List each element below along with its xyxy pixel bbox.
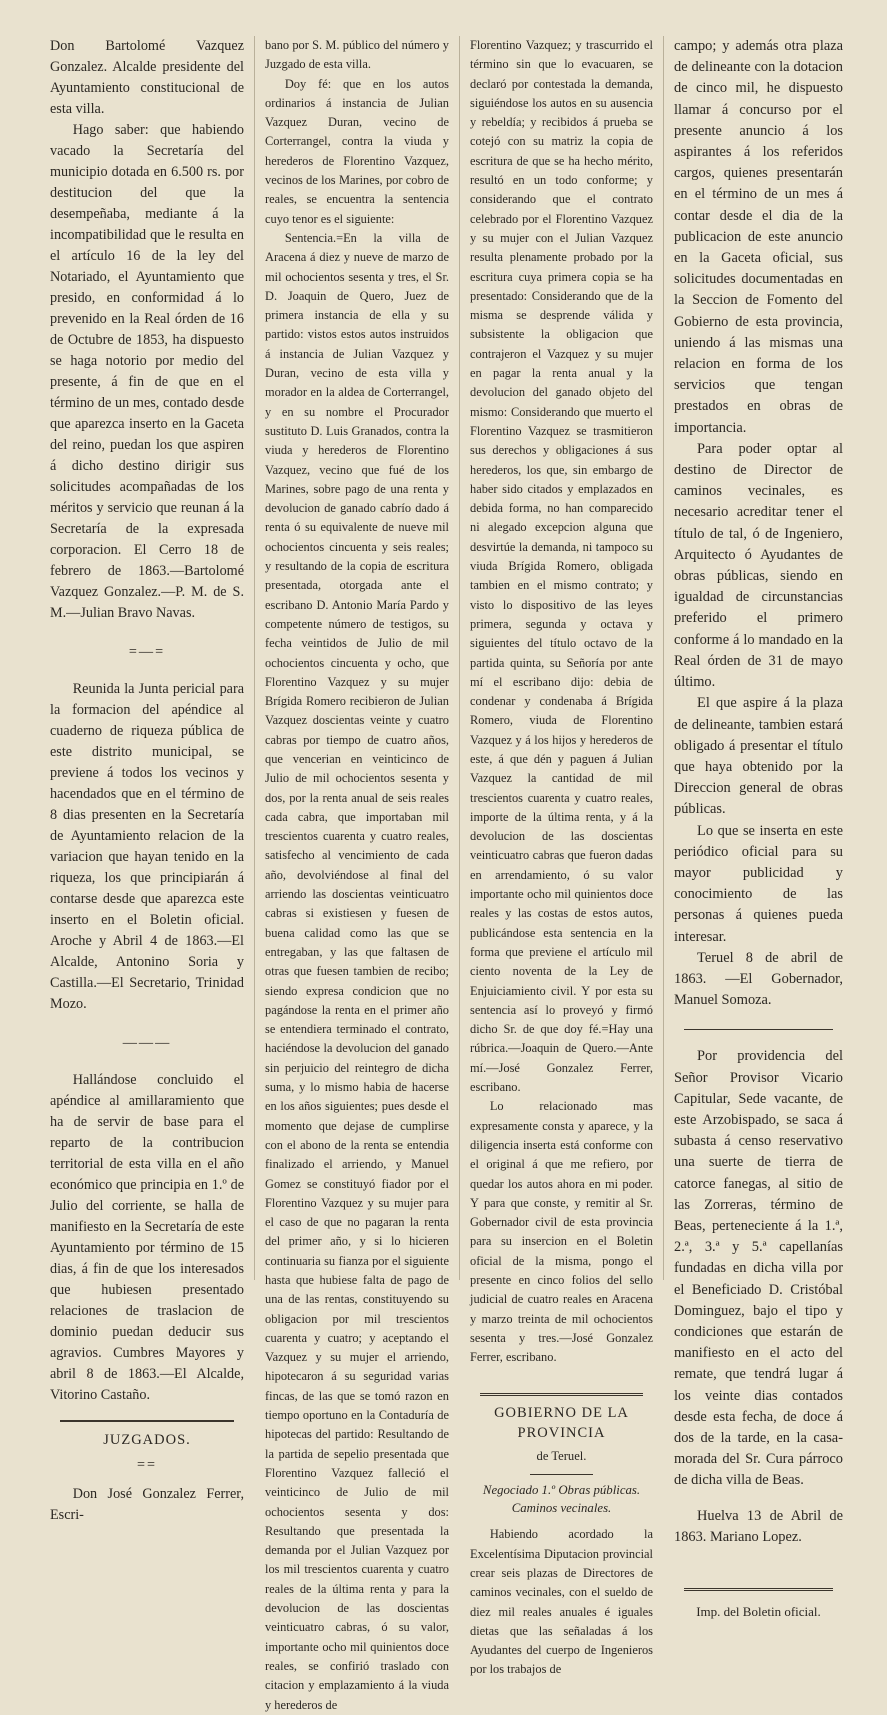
section-heading-juzgados: JUZGADOS. [103,1432,191,1448]
separator: =—= [128,644,166,660]
section-rule [480,1393,643,1396]
sentencia-text: Sentencia.=En la villa de Aracena á diez y nueve de marzo de mil ochocientos sesenta y tres, el Sr. D. Joaquin de Quero, Juez de primera instancia de ella y su partido: vistos estos autos instruidos á instancia de Julian Vazquez y Duran, vecino de esta villa y morador en la aldea de Corterrangel, y en su nombre el Procurador sustituto D. Luis Granados, contra la viuda y herederos de Florentino Vazquez, vecino que fué de los Marines, sobre pago de una renta y devolucion de ganado cabrío dado á renta ó su equivalente de nueve mil ochocientos cincuenta y seis reales; y resultando de la copia de escritura presentada, otorgada ante el escribano D. Antonio María Pardo y competente número de testigos, su fecha veintidos de Julio de mil ochocientos cincuenta y ocho, que Florentino Vazquez y su mujer Brígida Romero recibieron de Julian Vazquez doscientas veinte y cuatro cabras por tiempo de cuatro años, que vencerian en veinticinco de Julio de mil ochocientos sesenta y dos, por la renta anual de seis reales cada cabra, que importaban mil trescientos cuarenta y cuatro reales, satisfecho al vencimiento de cada año, devolviéndose al final del arriendo las doscientas veinticuatro cabras si existiesen y fuesen de buena calidad como las que se entregaban, y las que faltasen de otras que fuesen tambien de recibo; siendo expresa condicion que no pagándose la renta en el primer año se entendiera terminado el contrato, haciéndose la devolucion del ganado sin perjuicio del reintegro de dicha suma, y lo mismo habia de hacerse en los años siguientes; pues desde el momento que dejase de cumplirse con el abono de la renta se entendia finalizado el arriendo, y Manuel Gomez se constituyó fiador por el Florentino Vazquez y su mujer para el caso de que no pagaran la renta del primer año, y si lo hicieren continuaria su fianza por el siguiente hasta que hubiese falta de pago de una de las rentas, constituyendo su obligacion por mil trescientos cuarenta y cuatro; y aceptando el Vazquez y su mujer el arriendo, hipotecaron á su seguridad varias fincas, de las que se tomó razon en tiempo oportuno en la Contaduría de hipotecas del partido: Resultando de la partida de sepelio presentada que Florentino Vazquez falleció el veinticinco de Julio de mil ochocientos sesenta y dos: Resultando que presentada la demanda por el Julian Vazquez por los mil trescientos cuarenta y cuatro reales de la última renta y para la devolucion de las doscientas veinticuatro cabras, ó su valor, importante ocho mil quinientos doce reales, se confirió traslado con citacion y emplazamiento á la viuda y herederos de [265,230,449,1712]
notice-aroche: Reunida la Junta pericial para la formacion del apéndice al cuaderno de riqueza pública de este distrito municipal, se previene á todos los vecinos y hacendados que en el término de 8 dias presenten en la Secretaría de Ayuntamiento relacion de la variacion que hayan tenido en la riqueza, los que principiarán á contarse desde que aparezca este inserto en el Boletin oficial. Aroche y Abril 4 de 1863.—El Alcalde, Antonino Soria y Castilla.—El Secretario, Trinidad Mozo. [50,681,244,1012]
negociado-label: Negociado 1.º Obras públicas. Caminos vecinales. [482,1483,641,1516]
column-4 [663,36,853,1620]
sentencia-continued: Florentino Vazquez; y trascurrido el término sin que lo evacuaren, se declaró por contestada la demanda, siguiéndose los autos en su ausencia y rebeldía; y recibidos á prueba se cotejó con su matriz la copia de escritura de que se ha hecho mérito, resultó en un todo conforme; y considerando que el contrato celebrado por el Florentino Vazquez y su mujer con el Julian Vazquez resulta plenamente probado por la escritura cuya primera copia se ha presentado: Considerando que de la misma se desprende válida y subsistente la obligacion que contrajeron el Vazquez y su mujer en pagar la renta anual y la devolucion del ganado objeto del mismo: Considerando que muerto el Florentino Vazquez se trasmitieron sus derechos y obligaciones á sus herederos, los que, sin embargo de haber sido citados y emplazados en debida forma, no han comparecido ni alegado excepcion alguna que desvirtúe la demanda, ni tampoco su viuda Brígida Romero, obligada tambien en el mismo contrato; y visto lo dispositivo de las leyes primera, segunda y octava y siguientes del título octavo de la partida quinta, su Señoría por ante mí el escribano dijo: debia de condenar y condenaba á Brígida Romero, viuda de Florentino Vazquez y á los hijos y herederos de este, á que dén y paguen á Julian Vazquez la cantidad de mil trescientos cuarenta y cuatro reales, importe de la última renta, y á la devolucion de las doscientas veinticuatro cabras que fueron dadas en arrendamiento, ó su valor importante ocho mil quinientos doce reales y las costas de estos autos, publicándose esta sentencia en la forma que previene el artículo mil ciento noventa de la Ley de Enjuiciamiento civil. Y por esta su sentencia así lo proveyó y firmó dicho Sr. de que doy fé.=Hay una rúbrica.—Joaquin de Quero.—Ante mí.—José Gonzalez Ferrer, escribano. [470,38,653,1095]
column-3 [459,36,663,1677]
notice-title-el-cerro: Don Bartolomé Vazquez Gonzalez. Alcalde presidente del Ayuntamiento constitucional de esta villa. [50,38,244,117]
juzgado-continued: bano por S. M. público del número y Juzgado de esta villa. [265,38,449,72]
notice-teruel-delineante: El que aspire á la plaza de delineante, tambien estará obligado á presentar el título que haya obtenido por la Direccion general de obras públicas. [674,695,843,818]
section-heading-gobierno: GOBIERNO DE LA PROVINCIA [494,1405,629,1441]
notice-huelva-subasta: Por providencia del Señor Provisor Vicario Capitular, Sede vacante, de este Arzobispado, se saca á subasta á censo reservativo una suerte de tierra de catorce fanegas, al sitio de las Zorreras, término de Beas, perteneciente á la 1.ª, 2.ª, 3.ª y 5.ª capellanías fundadas en dicha villa por el Beneficiado D. Cristóbal Dominguez, bajo el tipo y condiciones que estarán de manifiesto en el acto del remate, que tendrá lugar á los veinte dias contados desde esta fecha, de doce á dos de la tarde, en la casa-morada del Sr. Cura párroco de dicha villa de Beas. [674,1048,843,1489]
notice-el-cerro: Hago saber: que habiendo vacado la Secretaría del municipio dotada en 6.500 rs. por destitucion del que la desempeñaba, mediante á la incompatibilidad que le resulta en el artículo 16 de la ley del Notariado, el Ayuntamiento que presido, en conformidad á lo prevenido en la Real órden de 16 de Octubre de 1853, ha dispuesto se haga notorio por medio del presente, á fin de que en el término de un mes, contado desde que aparezca inserto en la Gaceta del reino, puedan los que aspiren á dicho destino dirigir sus solicitudes acompañadas de los méritos y servicio que reunan á la Secretaría de la expresada corporacion. El Cerro 18 de febrero de 1863.—Bartolomé Vazquez Gonzalez.—P. M. de S. M.—Julian Bravo Navas. [50,122,244,621]
notice-huelva-signature: Huelva 13 de Abril de 1863. Mariano Lopez. [674,1507,843,1545]
separator: ——— [122,1035,172,1051]
notice-teruel-director: Para poder optar al destino de Director de caminos vecinales, es necesario acreditar tener el título de tal, ó de Ingeniero, Arquitecto ó Ayudantes de obras públicas, siendo en igualdad de circunstancias preferido el primero conforme á lo mandado en la Real órden de 31 de mayo último. [674,440,843,691]
juzgado-closing: Lo relacionado mas expresamente consta y aparece, y la diligencia inserta está conforme con el original á que me refiero, por quedar los autos ahora en mi poder. Y para que conste, y remitir al Sr. Gobernador civil de esta provincia para su insercion en el Boletin oficial de la misma, pongo el presente en cinco folios del sello judicial de cuatro reales en Aracena y marzo treinta de mil ochocientos sesenta y tres.—José Gonzalez Ferrer, escribano. [470,1099,653,1365]
section-rule [60,1420,234,1422]
section-rule [684,1029,833,1030]
notice-teruel-publicidad: Lo que se inserta en este periódico oficial para su mayor publicidad y conocimiento de las personas á quienes pueda interesar. [674,822,843,945]
notice-teruel-start: Habiendo acordado la Excelentísima Diputacion provincial crear seis plazas de Directores de caminos vecinales, con el sueldo de diez mil reales anuales é iguales dietas que las señaladas á los Ayudantes del cuerpo de Ingenieros por los trabajos de [470,1527,653,1677]
short-rule [530,1474,593,1475]
column-2 [254,36,459,1712]
juzgado-doy-fe: Doy fé: que en los autos ordinarios á instancia de Julian Vazquez Duran, vecino de Corterrangel, contra la viuda y herederos de Florentino Vazquez, vecinos de los Marines, por cobro de reales, se encuentra la sentencia cuyo tenor es el siguiente: [265,76,449,226]
notice-teruel-signature: Teruel 8 de abril de 1863. —El Gobernador, Manuel Somoza. [674,949,843,1009]
separator: == [136,1457,157,1473]
notice-juzgado-start: Don José Gonzalez Ferrer, Escri- [50,1486,244,1523]
imprint: Imp. del Boletin oficial. [696,1604,821,1620]
section-subheading-teruel: de Teruel. [536,1449,587,1464]
notice-cumbres-mayores: Hallándose concluido el apéndice al amillaramiento que ha de servir de base para el reparto de la contribucion territorial de esta villa en el año económico que principia en 1.º de Julio del corriente, se halla de manifiesto en la Secretaría de este Ayuntamiento por término de 15 dias, á fin de que los interesados que hubiesen presentado relaciones de traslacion de dominio puedan deducir sus agravios. Cumbres Mayores y abril 8 de 1863.—El Alcalde, Vitorino Castaño. [50,1072,244,1403]
imprint-rule [684,1588,833,1591]
column-1 [40,36,254,1523]
notice-teruel-continued: campo; y además otra plaza de delineante con la dotacion de cinco mil, he dispuesto llamar á concurso por el presente anuncio á los aspirantes á los referidos cargos, quienes presentarán en el término de un mes á contar desde el dia de la publicacion de este anuncio en la Gaceta oficial, sus solicitudes documentadas en la Seccion de Fomento del Gobierno de esta provincia, uniendo á las mismas una relacion en forma de los servicios que tengan prestados en obras de importancia. [674,38,843,436]
